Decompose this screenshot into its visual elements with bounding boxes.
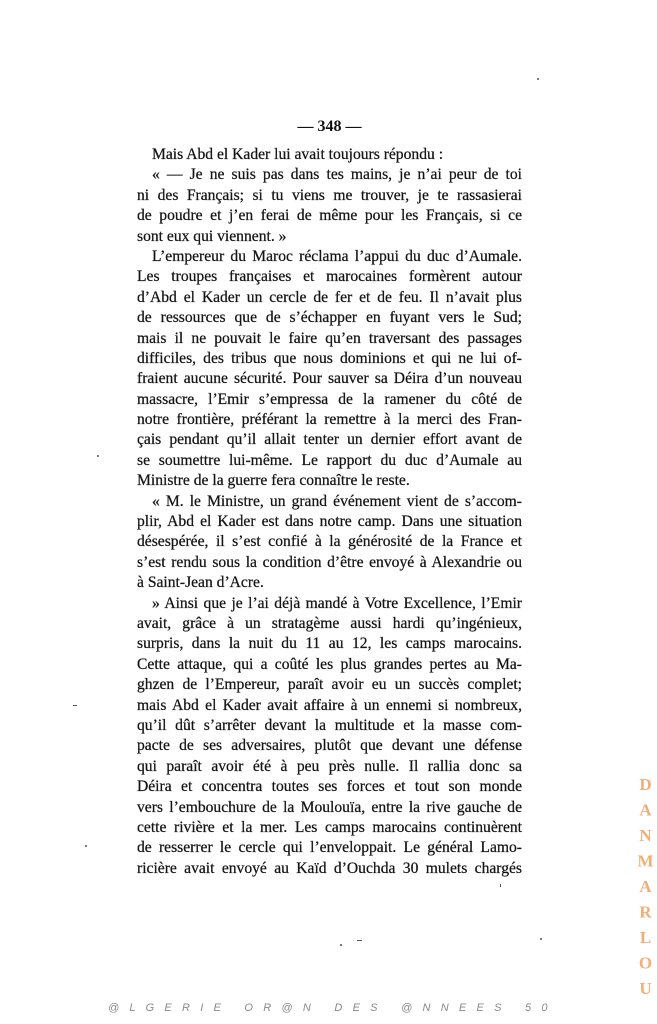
text-line: mais Abd el Kader avait affaire à un ennemi si nombreux, (137, 696, 522, 714)
text-line: Ministre de la guerre fera connaître le reste. (137, 472, 410, 490)
text-line: notre frontière, préférant la remettre à la merci des Fran- (137, 411, 522, 429)
text-line: « M. le Ministre, un grand événement vient de s’accom- (152, 492, 522, 510)
scan-speck (97, 455, 99, 457)
scan-speck (73, 705, 77, 706)
text-line: L’empereur du Maroc réclama l’appui du duc d’Aumale. (152, 247, 522, 265)
scan-speck (340, 944, 342, 946)
scan-speck (540, 938, 542, 940)
text-line: Déira et concentra toutes ses forces et tout son monde (137, 778, 522, 796)
page-body (137, 145, 522, 879)
footer-caption: @ L G E R I E O R @ N D E S @ N N E E S 5 0 (108, 1002, 552, 1014)
text-line: massacre, l’Emir s’empressa de la ramener du côté de (137, 390, 522, 408)
scan-speck (85, 845, 87, 847)
text-line: d’Abd el Kader un cercle de fer et de feu. Il n’avait plus (137, 288, 522, 306)
text-line: s’est rendu sous la condition d’être envoyé à Alexandrie ou (137, 553, 522, 571)
watermark: DANMARLOU (636, 775, 655, 1005)
text-line: surpris, dans la nuit du 11 au 12, les camps marocains. (137, 635, 522, 653)
text-line: vers l’embouchure de la Moulouïa, entre la rive gauche de (137, 798, 522, 816)
text-line: désespérée, il s’est confié à la générosité de la France et (137, 533, 522, 551)
text-line: « — Je ne suis pas dans tes mains, je n’ai peur de toi (152, 166, 522, 184)
text-line: de ressources que de s’échapper en fuyant vers le Sud; (137, 309, 522, 327)
text-line: difficiles, des tribus que nous dominions et qui ne lui of- (137, 349, 522, 367)
text-line: cette rivière et la mer. Les camps marocains continuèrent (137, 818, 522, 836)
text-line: de poudre et j’en ferai de même pour les Français, si ce (137, 207, 522, 225)
text-line: ghzen de l’Empereur, paraît avoir eu un succès complet; (137, 676, 522, 694)
text-line: » Ainsi que je l’ai déjà mandé à Votre Excellence, l’Emir (152, 594, 522, 612)
scan-speck (537, 78, 539, 80)
text-line: qui paraît avoir été à peu près nulle. Il rallia donc sa (137, 757, 522, 775)
text-line: qu’il dût s’arrêter devant la multitude et la masse com- (137, 716, 522, 734)
text-line: à Saint-Jean d’Acre. (137, 574, 264, 592)
text-line: sont eux qui viennent. » (137, 227, 287, 245)
text-line: ni des Français; si tu viens me trouver, je te rassasierai (137, 186, 522, 204)
text-line: plir, Abd el Kader est dans notre camp. Dans une situation (137, 513, 522, 531)
text-line: Les troupes françaises et marocaines formèrent autour (137, 268, 522, 286)
page-number: — 348 — (297, 118, 362, 135)
text-line: de resserrer le cercle qui l’enveloppait. Le général Lamo- (137, 839, 522, 857)
text-line: Mais Abd el Kader lui avait toujours répondu : (152, 146, 444, 163)
text-line: Cette attaque, qui a coûté les plus grandes pertes au Ma- (137, 655, 522, 673)
text-line: se soumettre lui-même. Le rapport du duc d’Aumale au (137, 451, 522, 469)
text-line: pacte de ses adversaires, plutôt que devant une défense (137, 737, 522, 755)
text-line: çais pendant qu’il allait tenter un dernier effort avant de (137, 431, 522, 449)
text-line: fraient aucune sécurité. Pour sauver sa Déira d’un nouveau (137, 370, 522, 388)
text-line: ricière avait envoyé au Kaïd d’Ouchda 30 mulets chargés (137, 859, 522, 877)
text-line: mais il ne pouvait le faire qu’en traversant des passages (137, 329, 522, 347)
text-line: avait, grâce à un stratagème aussi hardi qu’ingénieux, (137, 614, 522, 632)
scan-speck (500, 884, 501, 887)
scan-speck (357, 940, 362, 941)
